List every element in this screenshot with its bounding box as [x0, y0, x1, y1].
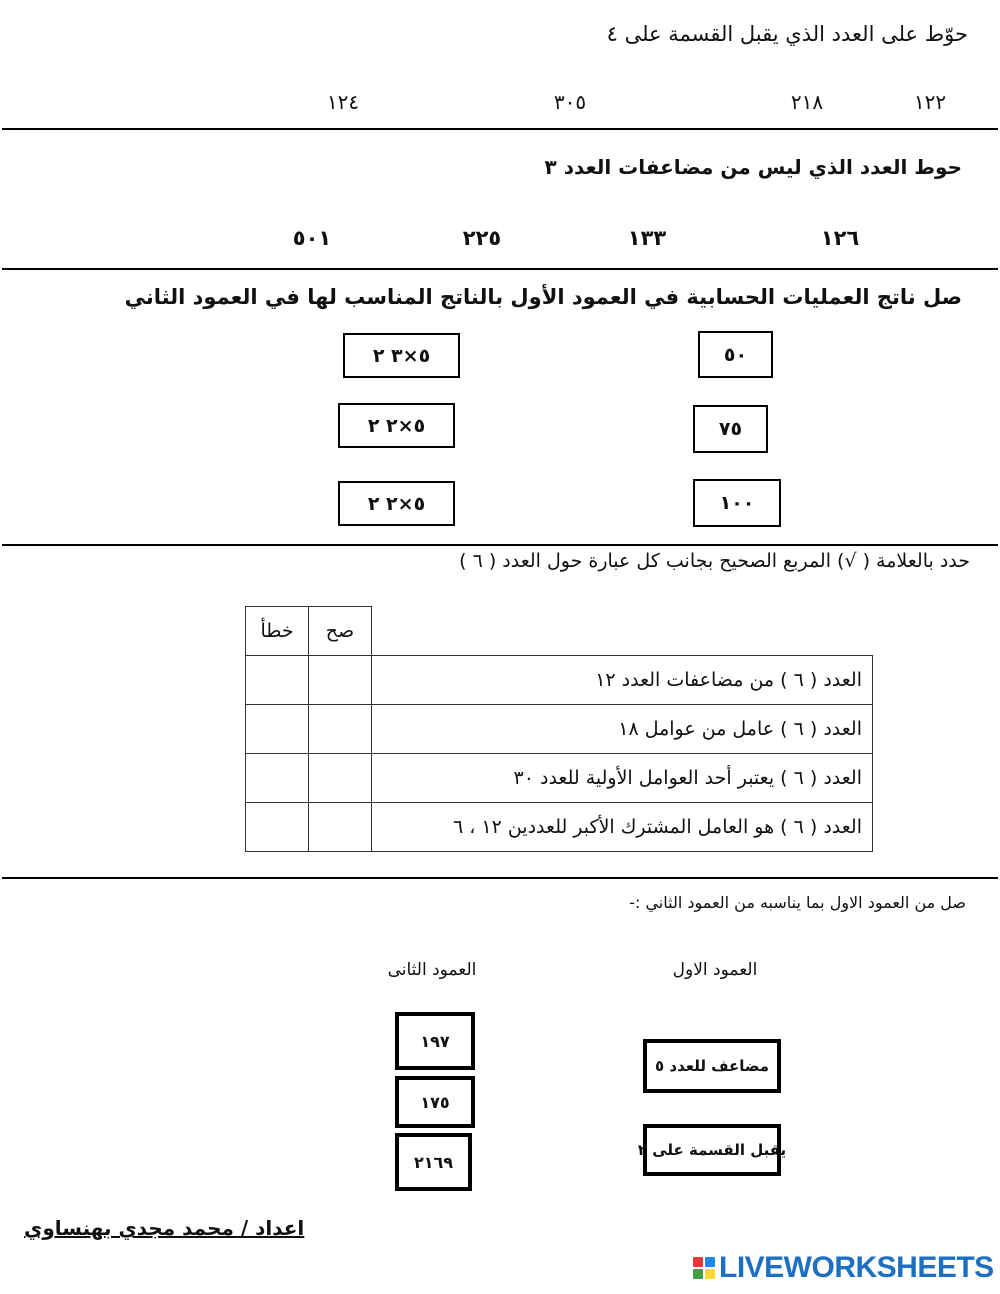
false-cell[interactable] [246, 754, 309, 803]
q3-left-box-3[interactable] [693, 479, 781, 527]
false-cell[interactable] [246, 705, 309, 754]
false-cell[interactable] [246, 803, 309, 852]
brand-name: LIVEWORKSHEETS [719, 1251, 994, 1284]
q3-right-expression: ٥×٢ ٢ [367, 492, 426, 515]
table-row [246, 754, 873, 803]
false-cell[interactable] [246, 656, 309, 705]
q3-left-box-1[interactable] [698, 331, 773, 378]
q5-col1-box-1[interactable] [643, 1039, 781, 1093]
q5-col2-box-3[interactable] [395, 1133, 472, 1191]
true-cell[interactable] [309, 656, 372, 705]
table-row [246, 803, 873, 852]
divider-3 [2, 544, 998, 546]
q5-col1-label: مضاعف للعدد ٥ [655, 1057, 769, 1075]
divider-2 [2, 268, 998, 270]
q2-option-3[interactable]: ٢٢٥ [462, 226, 502, 250]
author-credit: اعداد / محمد مجدي بهنساوي [24, 1216, 305, 1240]
q5-col2-box-1[interactable] [395, 1012, 475, 1070]
q5-col1-label: يقبل القسمة على ٢ [637, 1141, 787, 1159]
q5-col2-value: ١٧٥ [420, 1092, 450, 1112]
divider-1 [2, 128, 998, 130]
q1-option-2[interactable]: ٢١٨ [790, 90, 824, 114]
q1-option-1[interactable]: ١٢٢ [913, 90, 947, 114]
statement: العدد ( ٦ ) يعتبر أحد العوامل الأولية للعدد ٣٠ [372, 754, 873, 803]
q3-right-box-2[interactable] [338, 403, 455, 448]
q3-right-expression: ٥×٢ ٢ [367, 414, 426, 437]
statement: العدد ( ٦ ) هو العامل المشترك الأكبر للعددين ١٢ ، ٦ [372, 803, 873, 852]
table-header-row [246, 607, 873, 656]
q2-title: حوط العدد الذي ليس من مضاعفات العدد ٣ [544, 155, 962, 179]
liveworksheets-logo [693, 1251, 994, 1285]
q3-left-value: ٥٠ [723, 343, 748, 366]
q4-title: حدد بالعلامة ( √) المربع الصحيح بجانب كل عبارة حول العدد ( ٦ ) [459, 550, 970, 572]
q5-col1-box-2[interactable] [637, 1124, 787, 1176]
table-header-blank [372, 607, 873, 656]
q1-option-3[interactable]: ٣٠٥ [553, 90, 587, 114]
q5-col2-value: ٢١٦٩ [413, 1152, 454, 1172]
q5-col1-header: العمود الاول [672, 960, 758, 980]
table-row [246, 705, 873, 754]
q3-left-box-2[interactable] [693, 405, 768, 453]
q3-right-expression: ٥×٣ ٢ [372, 344, 431, 367]
q3-right-box-3[interactable] [338, 481, 455, 526]
q5-title: صل من العمود الاول بما يناسبه من العمود الثاني :- [629, 893, 966, 912]
statement: العدد ( ٦ ) عامل من عوامل ١٨ [372, 705, 873, 754]
q5-col2-header: العمود الثانى [387, 960, 477, 980]
q2-option-1[interactable]: ١٢٦ [820, 226, 860, 250]
q3-title: صل ناتج العمليات الحسابية في العمود الأول بالناتج المناسب لها في العمود الثاني [124, 285, 962, 309]
logo-blocks-icon [693, 1257, 715, 1279]
true-cell[interactable] [309, 803, 372, 852]
statement: العدد ( ٦ ) من مضاعفات العدد ١٢ [372, 656, 873, 705]
q3-right-box-1[interactable] [343, 333, 460, 378]
divider-4 [2, 877, 998, 879]
q5-col2-value: ١٩٧ [420, 1031, 450, 1051]
header-true: صح [309, 607, 372, 656]
true-cell[interactable] [309, 754, 372, 803]
true-false-table [245, 606, 873, 852]
header-false: خطأ [246, 607, 309, 656]
q5-col2-box-2[interactable] [395, 1076, 475, 1128]
q2-option-4[interactable]: ٥٠١ [292, 226, 332, 250]
table-row [246, 656, 873, 705]
q3-left-value: ٧٥ [718, 418, 743, 440]
q1-option-4[interactable]: ١٢٤ [326, 90, 360, 114]
q1-title: حوّط على العدد الذي يقبل القسمة على ٤ [606, 22, 968, 46]
q3-left-value: ١٠٠ [719, 492, 755, 514]
true-cell[interactable] [309, 705, 372, 754]
q2-option-2[interactable]: ١٣٣ [627, 226, 667, 250]
